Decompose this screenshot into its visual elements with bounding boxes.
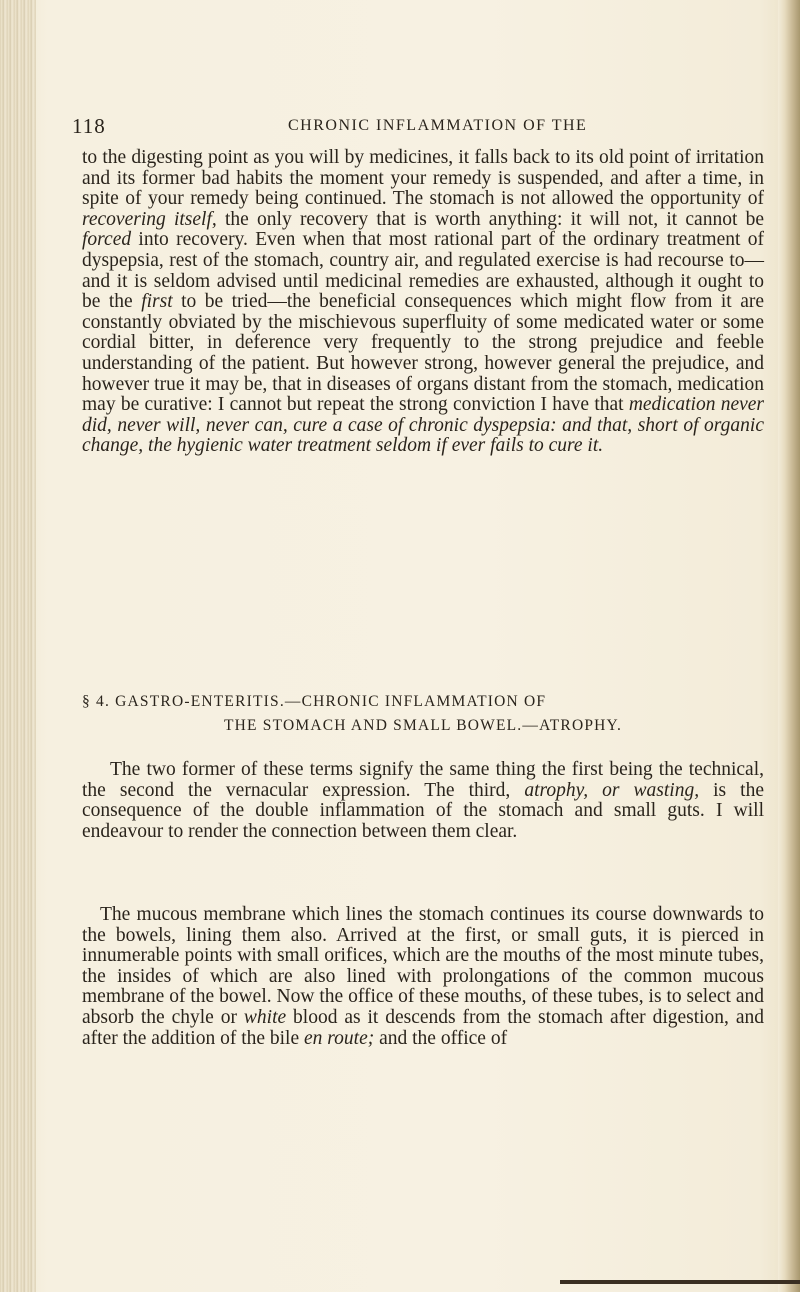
bottom-edge-rule (560, 1280, 800, 1284)
running-title: CHRONIC INFLAMMATION OF THE (288, 117, 588, 134)
paragraph-terms: The two former of these terms signify the same thing the first being the technical, the second the vernacular expression. The third, atrophy, or wasting, is the consequence of the double inflammation of the stomach and small guts. I will endeavour to render the connection between them clear. (82, 759, 764, 842)
paragraph-continuation: to the digesting point as you will by medicines, it falls back to its old point of irritation and its former bad habits the moment your remedy is suspended, and after a time, in spite of your remedy being continued. The stomach is not allowed the opportunity of recovering itself, the only recovery that is worth anything: it will not, it cannot be forced into recovery. Even when that most rational part of the ordinary treatment of dyspepsia, rest of the stomach, country air, and regulated exercise is had recourse to—and it is seldom advised until medicinal remedies are exhausted, although it ought to be the first to be tried—the beneficial consequences which might flow from it are constantly obviated by the mischievous superfluity of some medicated water or some cordial bitter, in deference very frequently to the strong prejudice and feeble understanding of the patient. But however strong, however general the prejudice, and however true it may be, that in diseases of organs distant from the stomach, medication may be curative: I cannot but repeat the strong conviction I have that medication never did, never will, never can, cure a case of chronic dyspepsia: and that, short of organic change, the hygienic water treatment seldom if ever fails to cure it. (82, 147, 765, 457)
page-right-edge (778, 0, 800, 1292)
paragraph-mucous-membrane: The mucous membrane which lines the stomach continues its course downwards to the bowels, lining them also. Arrived at the first, or small guts, it is pierced in innumerable points with small orifices, which are the mouths of the most minute tubes, the insides of which are also lined with prolongations of the common mucous membrane of the bowel. Now the office of these mouths, of these tubes, is to select and absorb the chyle or white blood as it descends from the stomach after digestion, and after the addition of the bile en route; and the office of (82, 904, 764, 1049)
section-heading-line2: THE STOMACH AND SMALL BOWEL.—ATROPHY. (223, 717, 623, 734)
section-heading-line1: § 4. GASTRO-ENTERITIS.—CHRONIC INFLAMMATION OF (82, 693, 547, 710)
page-number: 118 (72, 113, 106, 138)
page-gutter-edge (0, 0, 36, 1292)
section-heading (82, 690, 764, 738)
running-head (72, 112, 762, 140)
